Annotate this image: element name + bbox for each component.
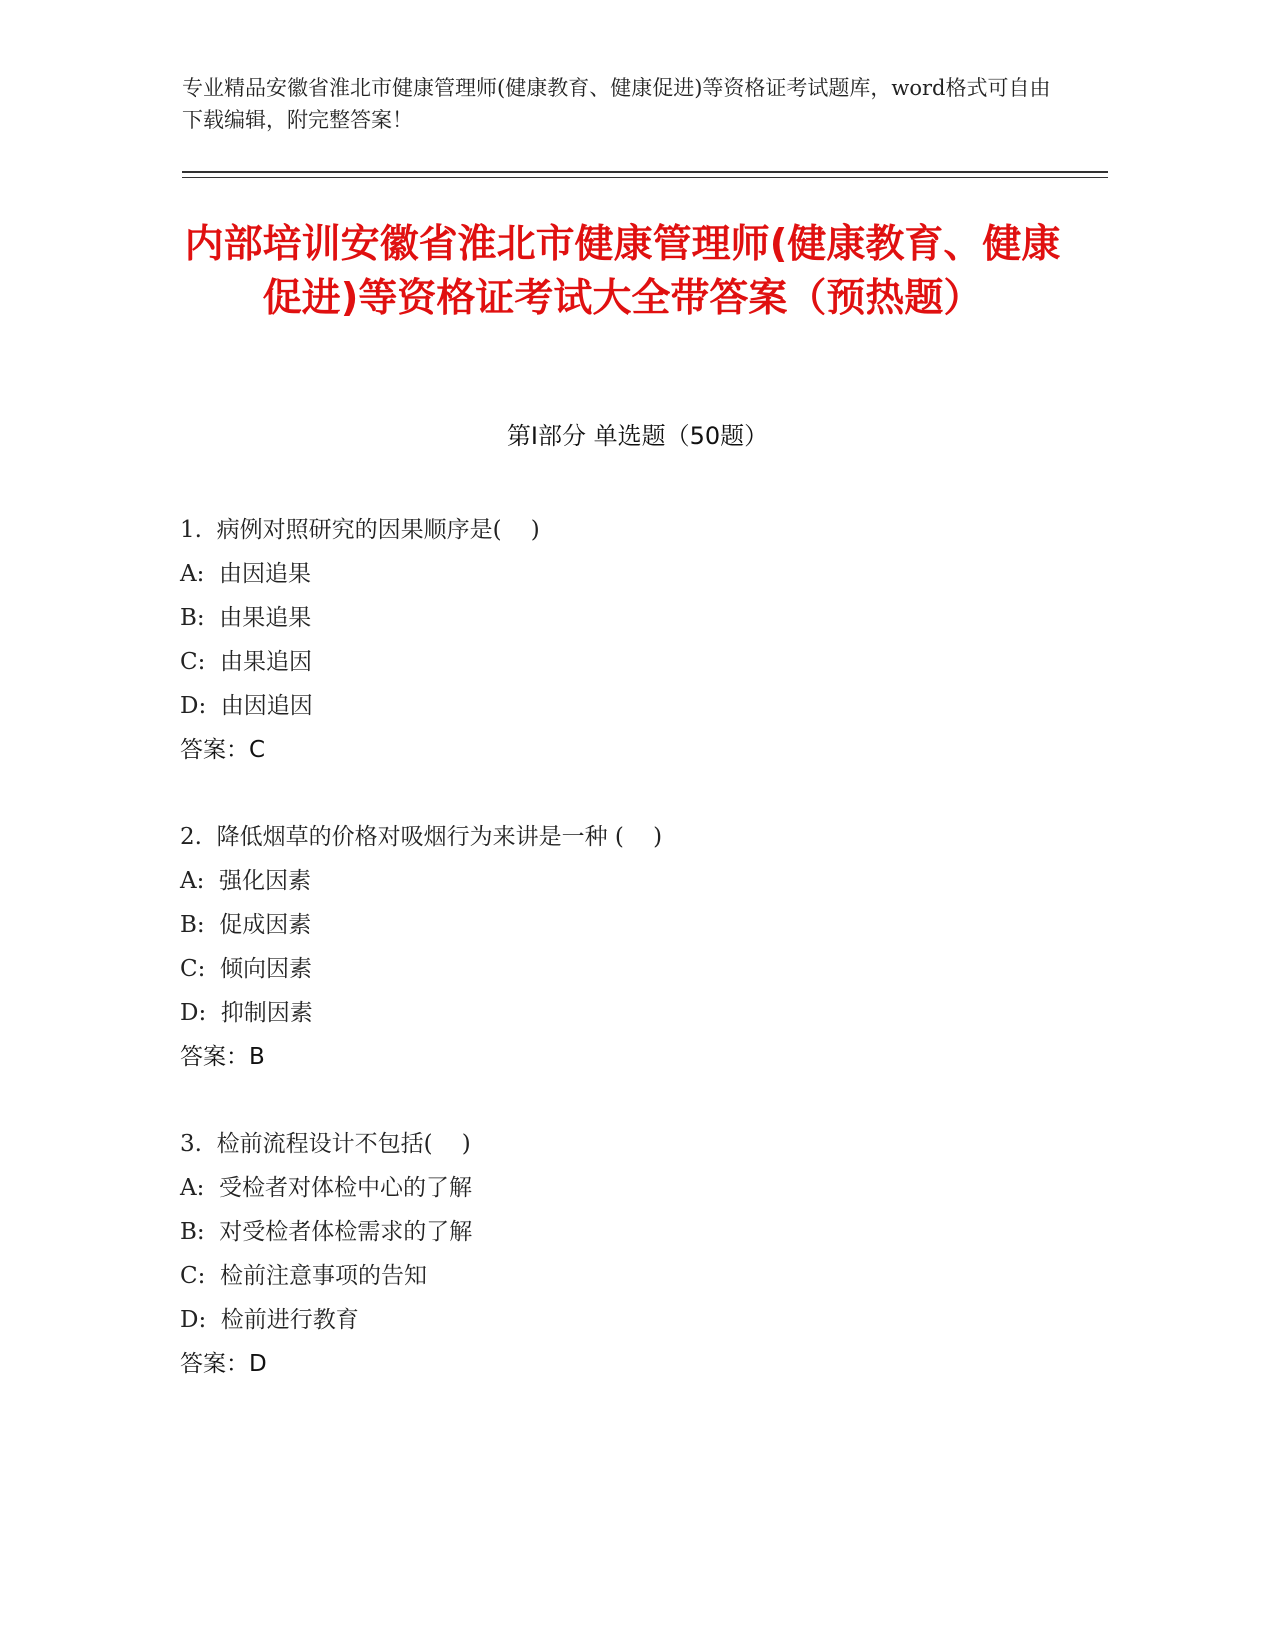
answer-label: 答案： — [180, 1044, 249, 1070]
header-note: 专业精品安徽省淮北市健康管理师(健康教育、健康促进)等资格证考试题库，word格式可自由下载编辑，附完整答案！ — [182, 76, 1051, 132]
option-d: D: 检前进行教育 — [180, 1307, 359, 1333]
document-title: 内部培训安徽省淮北市健康管理师(健康教育、健康促进)等资格证考试大全带答案（预热题） — [184, 222, 1061, 321]
option-d: D: 抑制因素 — [180, 1000, 313, 1026]
option-c: C: 检前注意事项的告知 — [180, 1263, 427, 1289]
answer-value: D — [249, 1351, 267, 1377]
answer-line — [180, 728, 1080, 772]
header-divider-thin — [182, 177, 1108, 178]
answer-line — [180, 1342, 1080, 1386]
question-1 — [180, 508, 1080, 772]
option-a: A: 受检者对体检中心的了解 — [180, 1175, 472, 1201]
question-stem: 3. 检前流程设计不包括( ) — [180, 1131, 471, 1157]
answer-label: 答案： — [180, 1351, 249, 1377]
option-b: B: 由果追果 — [180, 605, 312, 631]
answer-value: C — [249, 737, 266, 763]
question-3 — [180, 1122, 1080, 1386]
option-a: A: 由因追果 — [180, 561, 311, 587]
header-divider-thick — [182, 171, 1108, 173]
question-2 — [180, 815, 1080, 1079]
question-stem: 2. 降低烟草的价格对吸烟行为来讲是一种 ( ) — [180, 824, 663, 850]
answer-label: 答案： — [180, 737, 249, 763]
question-stem: 1. 病例对照研究的因果顺序是( ) — [180, 517, 540, 543]
option-c: C: 倾向因素 — [180, 956, 312, 982]
option-b: B: 对受检者体检需求的了解 — [180, 1219, 473, 1245]
answer-value: B — [249, 1044, 265, 1070]
option-c: C: 由果追因 — [180, 649, 312, 675]
option-a: A: 强化因素 — [180, 868, 311, 894]
section-heading: 第Ⅰ部分 单选题（50题） — [506, 422, 769, 450]
option-d: D: 由因追因 — [180, 693, 313, 719]
answer-line — [180, 1035, 1080, 1079]
question-list — [180, 508, 1080, 1429]
option-b: B: 促成因素 — [180, 912, 312, 938]
